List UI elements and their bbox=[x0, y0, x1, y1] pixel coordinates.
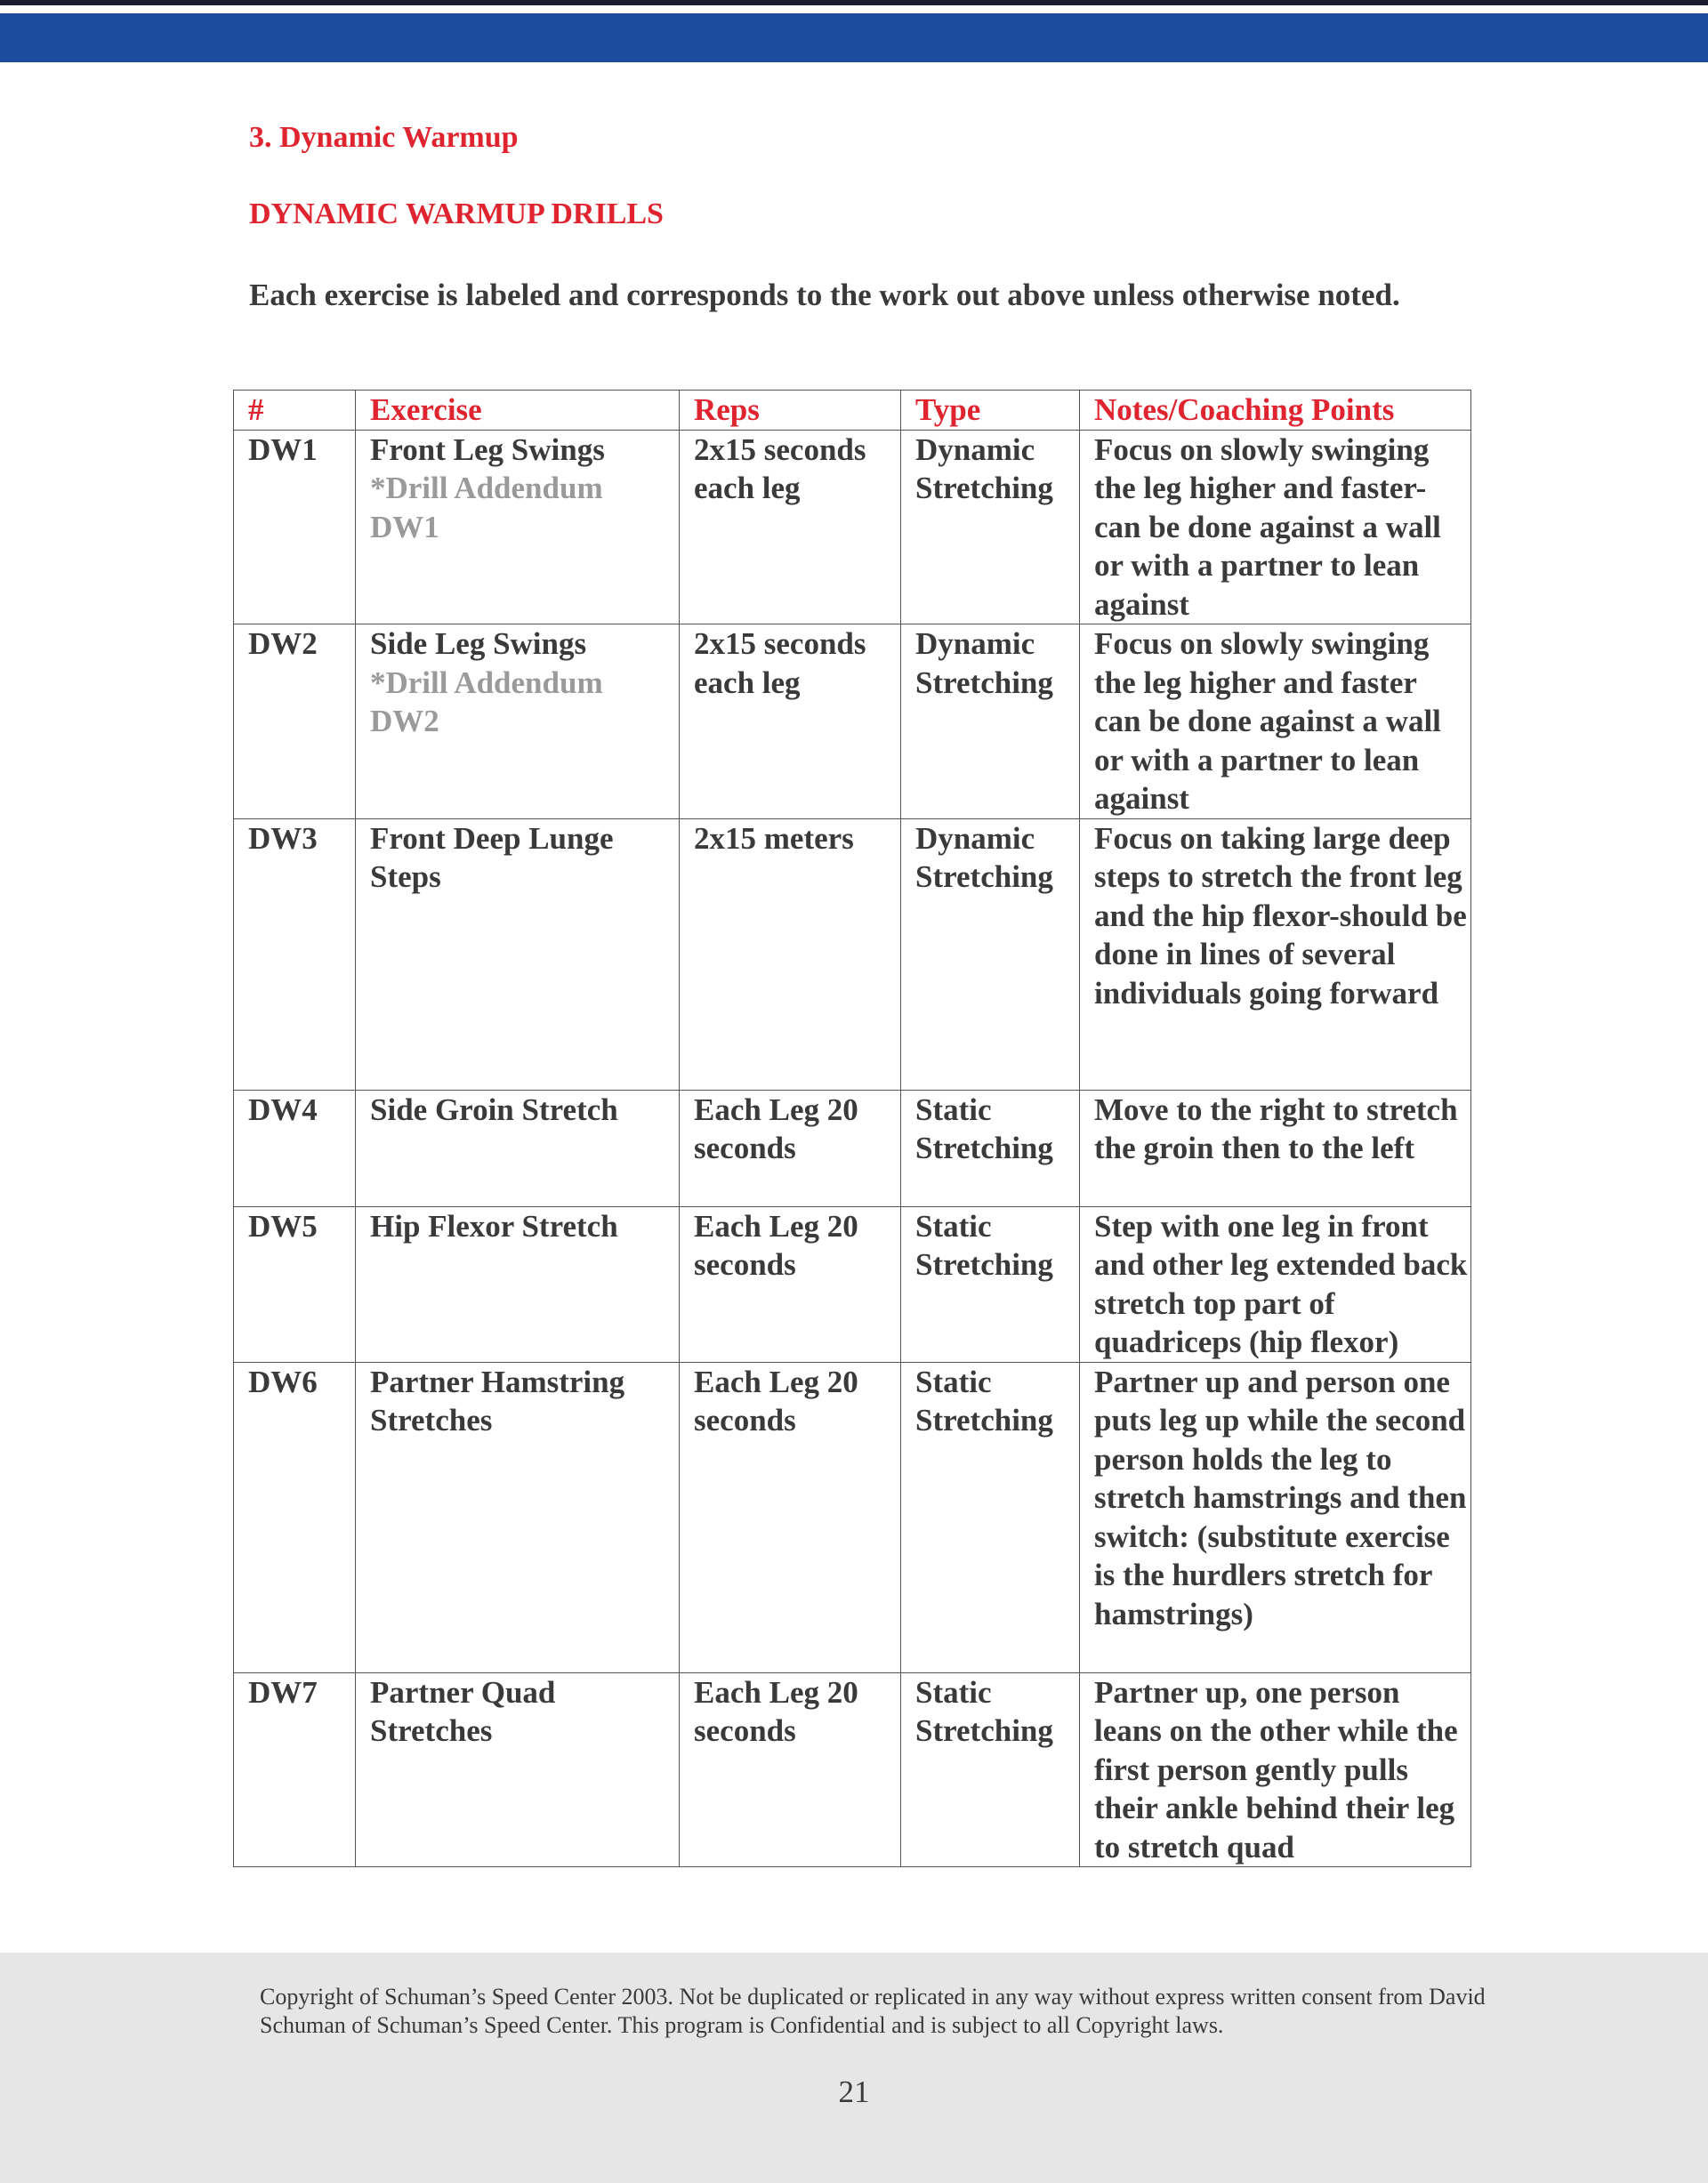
row-exercise: Partner Quad Stretches bbox=[370, 1674, 556, 1748]
drill-addendum-link[interactable]: *Drill Addendum DW1 bbox=[370, 471, 603, 544]
row-type: Static Stretching bbox=[901, 1672, 1080, 1867]
intro-text: Each exercise is labeled and corresponds to the work out above unless otherwise noted. bbox=[249, 278, 1400, 312]
table-row bbox=[234, 1672, 1471, 1867]
table-row bbox=[234, 1090, 1471, 1206]
row-notes: Focus on slowly swinging the leg higher and faster can be done against a wall or with a partner to lean against bbox=[1080, 624, 1471, 819]
table-row bbox=[234, 1206, 1471, 1362]
table-row bbox=[234, 818, 1471, 1090]
row-exercise-cell bbox=[356, 624, 680, 819]
row-id: DW2 bbox=[234, 624, 356, 819]
row-notes: Move to the right to stretch the groin then to the left bbox=[1080, 1090, 1471, 1206]
row-id: DW1 bbox=[234, 430, 356, 624]
table-row bbox=[234, 430, 1471, 624]
drill-addendum-link[interactable]: *Drill Addendum DW2 bbox=[370, 665, 603, 738]
row-id: DW3 bbox=[234, 818, 356, 1090]
row-reps: Each Leg 20 seconds bbox=[680, 1090, 901, 1206]
column-header-exercise: Exercise bbox=[356, 391, 680, 431]
row-exercise-cell bbox=[356, 430, 680, 624]
header-blue-band bbox=[0, 13, 1708, 62]
row-exercise-cell bbox=[356, 1090, 680, 1206]
column-header-type: Type bbox=[901, 391, 1080, 431]
page-number: 21 bbox=[838, 2074, 870, 2109]
row-notes: Focus on taking large deep steps to stretch the front leg and the hip flexor-should be done in lines of several individuals going forward bbox=[1080, 818, 1471, 1090]
copyright-notice: Copyright of Schuman’s Speed Center 2003. Not be duplicated or replicated in any way without express written consent from David Schuman of Schuman’s Speed Center. This program is Confidential and is subject to all Copyright laws. bbox=[260, 1984, 1486, 2038]
row-exercise-cell bbox=[356, 1672, 680, 1867]
row-reps: Each Leg 20 seconds bbox=[680, 1206, 901, 1362]
row-reps: 2x15 meters bbox=[680, 818, 901, 1090]
table-row bbox=[234, 1362, 1471, 1672]
row-reps: 2x15 seconds each leg bbox=[680, 624, 901, 819]
row-type: Dynamic Stretching bbox=[901, 430, 1080, 624]
row-type: Static Stretching bbox=[901, 1090, 1080, 1206]
row-id: DW7 bbox=[234, 1672, 356, 1867]
drills-title: DYNAMIC WARMUP DRILLS bbox=[249, 197, 664, 230]
column-header-number: # bbox=[234, 391, 356, 431]
row-id: DW6 bbox=[234, 1362, 356, 1672]
table-header-row bbox=[234, 391, 1471, 431]
table-row bbox=[234, 624, 1471, 819]
row-id: DW4 bbox=[234, 1090, 356, 1206]
drills-table bbox=[233, 390, 1471, 1867]
row-exercise: Hip Flexor Stretch bbox=[370, 1208, 618, 1244]
row-exercise-cell bbox=[356, 818, 680, 1090]
row-exercise-cell bbox=[356, 1206, 680, 1362]
row-notes: Focus on slowly swinging the leg higher and faster- can be done against a wall or with a partner to lean against bbox=[1080, 430, 1471, 624]
row-exercise: Partner Hamstring Stretches bbox=[370, 1364, 625, 1438]
row-notes: Partner up, one person leans on the other while the first person gently pulls their ankle behind their leg to stretch quad bbox=[1080, 1672, 1471, 1867]
section-title: 3. Dynamic Warmup bbox=[249, 121, 519, 154]
row-notes: Partner up and person one puts leg up while the second person holds the leg to stretch hamstrings and then switch: (substitute exercise is the hurdlers stretch for hamstrings) bbox=[1080, 1362, 1471, 1672]
row-type: Static Stretching bbox=[901, 1362, 1080, 1672]
row-exercise: Side Groin Stretch bbox=[370, 1092, 618, 1127]
row-type: Static Stretching bbox=[901, 1206, 1080, 1362]
row-notes: Step with one leg in front and other leg extended back stretch top part of quadriceps (hip flexor) bbox=[1080, 1206, 1471, 1362]
row-id: DW5 bbox=[234, 1206, 356, 1362]
row-exercise-cell bbox=[356, 1362, 680, 1672]
row-reps: 2x15 seconds each leg bbox=[680, 430, 901, 624]
column-header-reps: Reps bbox=[680, 391, 901, 431]
row-exercise: Front Leg Swings bbox=[370, 431, 605, 467]
row-exercise: Front Deep Lunge Steps bbox=[370, 820, 614, 894]
row-exercise: Side Leg Swings bbox=[370, 626, 587, 661]
column-header-notes: Notes/Coaching Points bbox=[1080, 391, 1471, 431]
row-reps: Each Leg 20 seconds bbox=[680, 1672, 901, 1867]
row-type: Dynamic Stretching bbox=[901, 818, 1080, 1090]
header-gap bbox=[0, 5, 1708, 13]
row-reps: Each Leg 20 seconds bbox=[680, 1362, 901, 1672]
page-footer bbox=[0, 1953, 1708, 2183]
row-type: Dynamic Stretching bbox=[901, 624, 1080, 819]
